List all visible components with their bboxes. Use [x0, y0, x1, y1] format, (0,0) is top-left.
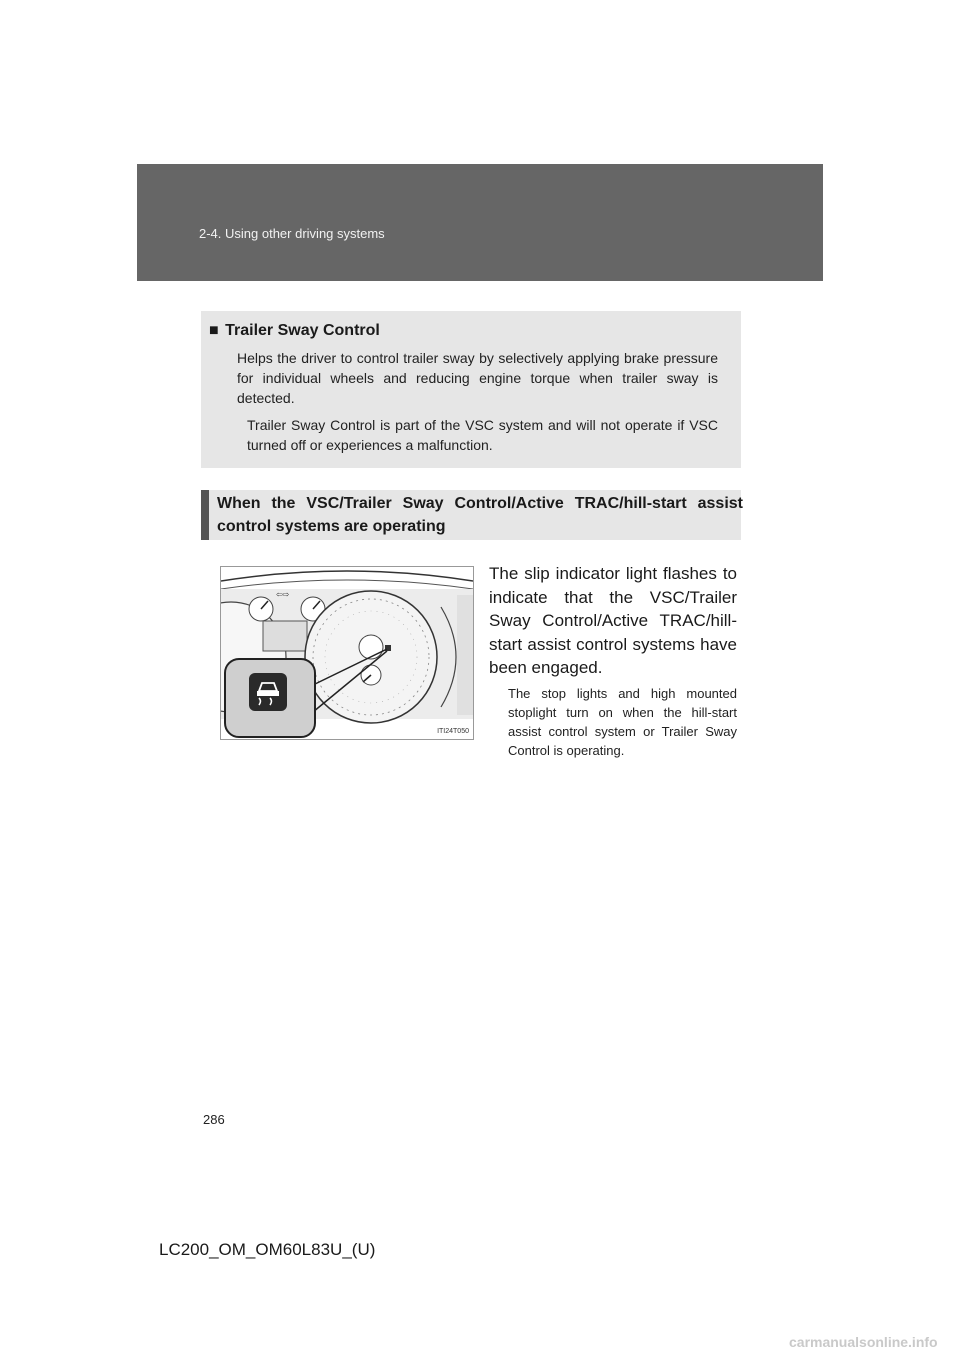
slip-indicator-icon: [249, 673, 287, 711]
info-box-title: [209, 322, 380, 340]
svg-text:⇦⇨: ⇦⇨: [276, 590, 290, 599]
sub-note: The stop lights and high mounted stoplight turn on when the hill-start assist control system or Trailer Sway Control is operating.: [508, 686, 737, 758]
main-text: The slip indicator light flashes to indicate that the VSC/Trailer Sway Control/Active TRAC/hill-start assist control systems have been engaged.: [489, 564, 737, 677]
info-box-note: Trailer Sway Control is part of the VSC system and will not operate if VSC turned off or experiences a malfunction.: [247, 417, 718, 453]
info-box-title-text: Trailer Sway Control: [225, 322, 380, 339]
square-bullet-icon: ■: [209, 322, 219, 339]
figure-code: ITI24T050: [437, 728, 469, 735]
section-label: 2-4. Using other driving systems: [199, 226, 385, 241]
page-number: 286: [203, 1112, 225, 1127]
section-heading: When the VSC/Trailer Sway Control/Active TRAC/hill-start assist control systems are operating: [217, 495, 743, 535]
section-heading-bar: [201, 490, 741, 540]
doc-code: LC200_OM_OM60L83U_(U): [159, 1240, 376, 1259]
info-box-body: Helps the driver to control trailer sway by selectively applying brake pressure for individual wheels and reducing engine torque when trailer sway is detected.: [237, 350, 718, 406]
instrument-cluster-figure: [220, 566, 474, 740]
header-band: [137, 164, 823, 281]
info-box: [201, 311, 741, 468]
watermark: carmanualsonline.info: [789, 1334, 938, 1350]
instrument-cluster-illustration: [221, 567, 473, 739]
